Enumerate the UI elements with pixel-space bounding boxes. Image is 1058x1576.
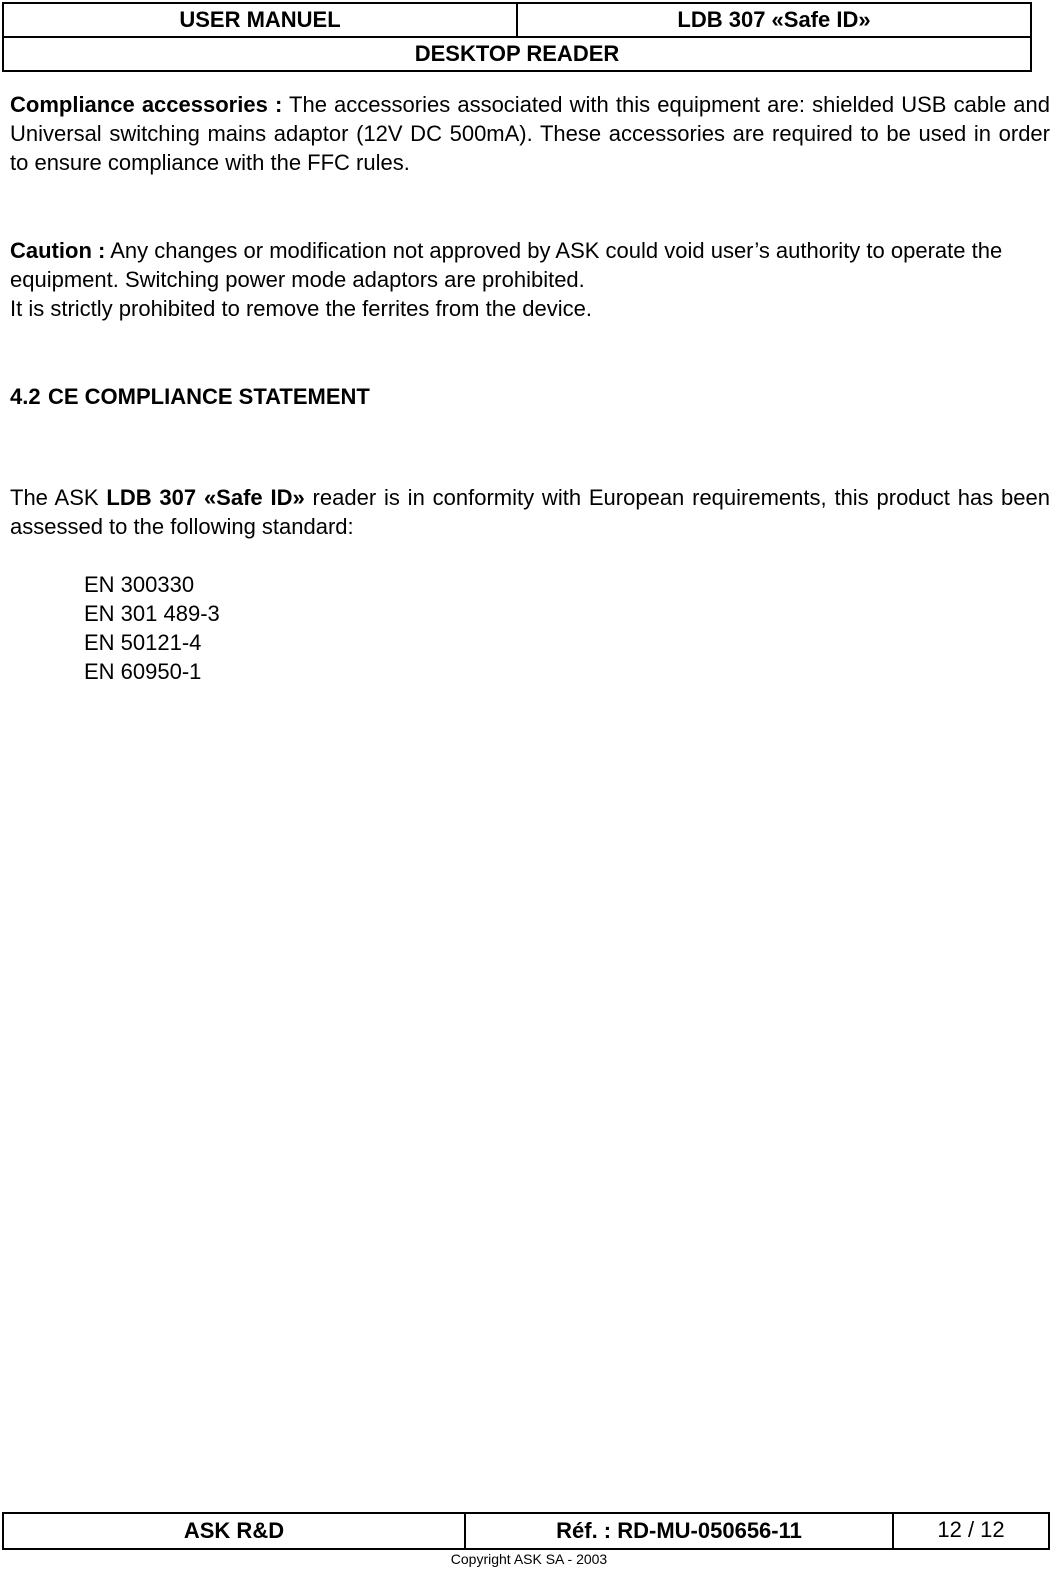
footer-page-number: 12 / 12 <box>937 1517 1005 1542</box>
footer-reference: Réf. : RD-MU-050656-11 <box>466 1514 894 1548</box>
statement-product: LDB 307 «Safe ID» <box>106 485 305 510</box>
statement-pre: The ASK <box>10 485 99 510</box>
caution-text-2: It is strictly prohibited to remove the ferrites from the device. <box>10 296 593 321</box>
header-subtitle: DESKTOP READER <box>414 41 620 66</box>
standard-item: EN 301 489-3 <box>84 601 220 626</box>
standard-item: EN 300330 <box>84 572 195 597</box>
section-number: 4.2 <box>10 384 41 409</box>
standard-item: EN 60950-1 <box>84 659 202 684</box>
footer-company: ASK R&D <box>4 1514 466 1548</box>
compliance-label: Compliance accessories : <box>10 92 283 117</box>
header-title-right: LDB 307 «Safe ID» <box>677 7 871 32</box>
standard-item: EN 50121-4 <box>84 630 202 655</box>
caution-paragraph <box>10 236 1050 323</box>
header-row-bottom <box>4 36 1030 70</box>
section-heading <box>10 382 1050 411</box>
header-row-top <box>4 4 1030 36</box>
statement-post: reader is in conformity with European requirements, this product has been assessed to the following standard: <box>10 485 1050 539</box>
caution-label: Caution : <box>10 238 106 263</box>
compliance-text: The accessories associated with this equipment are: shielded USB cable and Universal switching mains adaptor (12V DC 500mA). These accessories are required to be used in order to ensure compliance with the FFC rules. <box>10 92 1051 175</box>
caution-line-1 <box>10 236 1050 294</box>
compliance-paragraph <box>10 90 1050 177</box>
caution-text-1: Any changes or modification not approved by ASK could void user’s authority to operate the equipment. Switching power mode adaptors are prohibited. <box>10 238 1003 292</box>
page-body <box>10 90 1050 686</box>
document-header <box>2 2 1032 72</box>
standards-list <box>84 570 1050 686</box>
header-title-left: USER MANUEL <box>4 4 518 36</box>
document-footer <box>2 1512 1050 1550</box>
footer-copyright: Copyright ASK SA - 2003 <box>450 1551 608 1567</box>
statement-paragraph <box>10 483 1050 541</box>
section-title: CE COMPLIANCE STATEMENT <box>48 384 370 409</box>
